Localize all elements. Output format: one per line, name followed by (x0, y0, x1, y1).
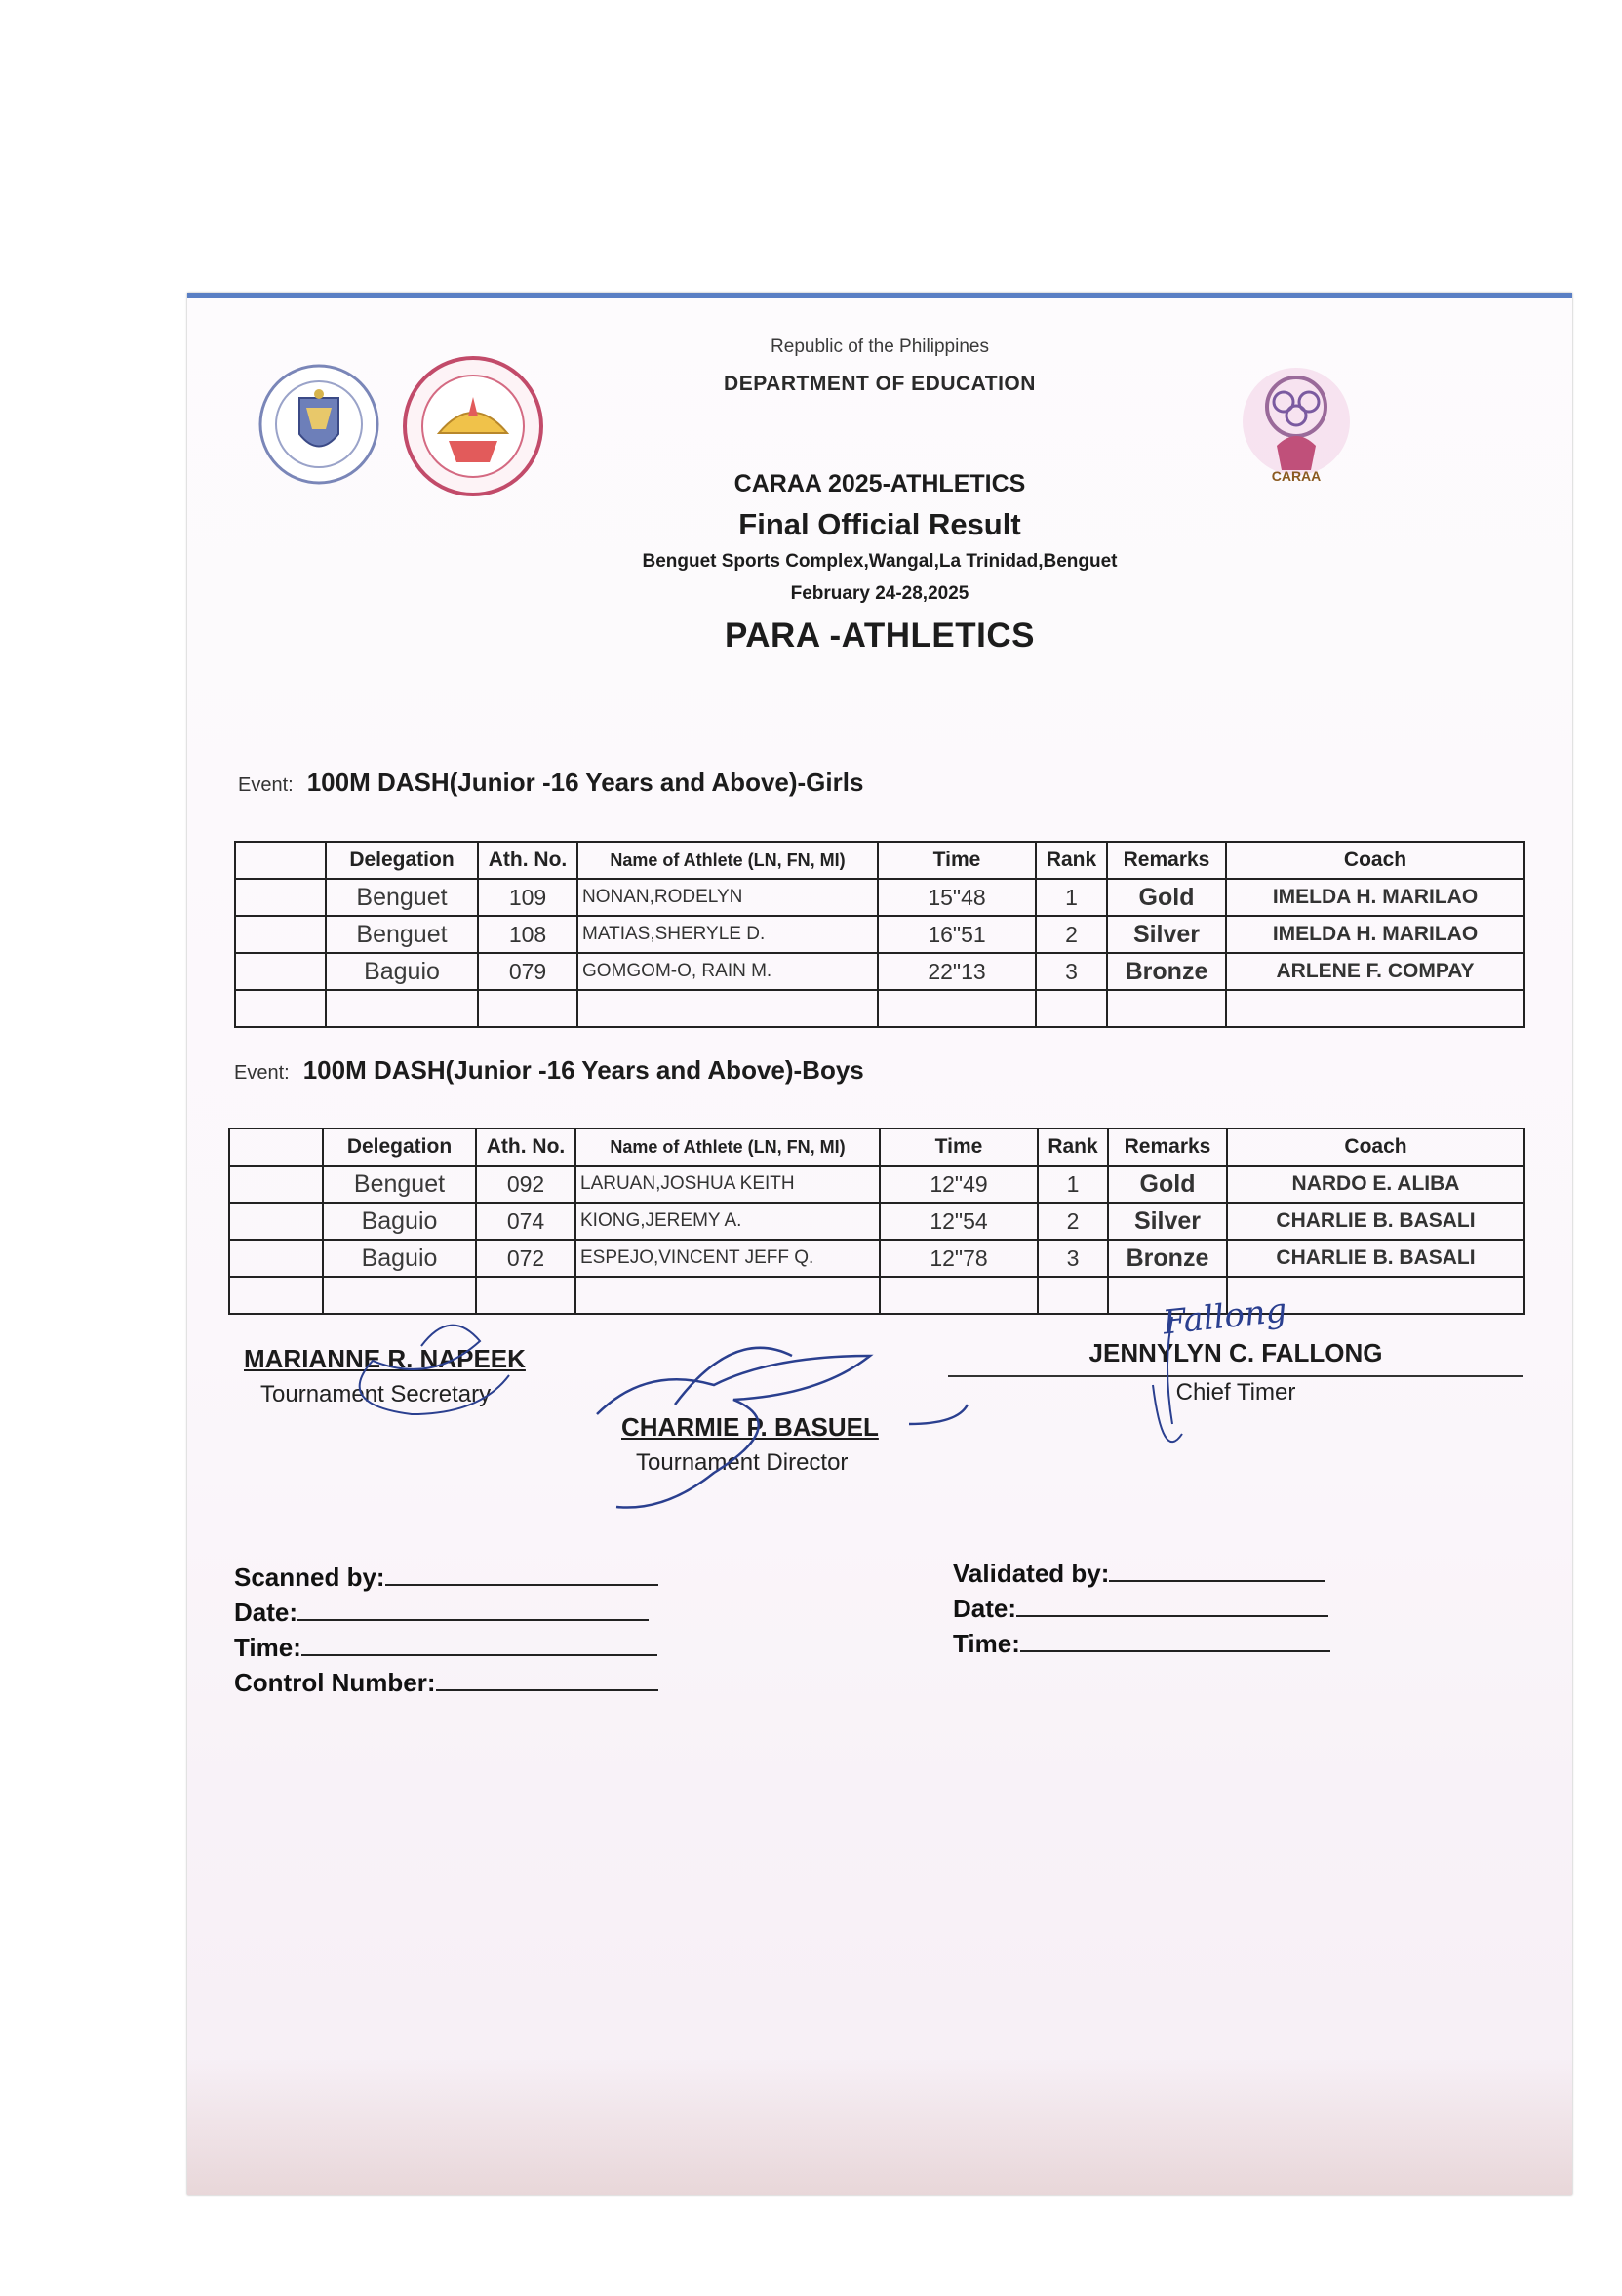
header-time: Time (880, 1128, 1038, 1166)
delegation-cell: Benguet (323, 1166, 476, 1203)
header-remarks: Remarks (1108, 1128, 1227, 1166)
coach-cell: CHARLIE B. BASALI (1227, 1203, 1524, 1240)
event-label: Event: (234, 1062, 290, 1084)
remarks-cell: Gold (1108, 1166, 1227, 1203)
left-time-label: Time: (234, 1633, 301, 1662)
ath-no-cell: 079 (478, 953, 577, 990)
caraa-logo-text: CARAA (1271, 468, 1322, 484)
athlete-name-cell: ESPEJO,VINCENT JEFF Q. (575, 1240, 880, 1277)
delegation-cell: Benguet (326, 879, 478, 916)
time-cell: 12"49 (880, 1166, 1038, 1203)
scanned-by-field (234, 1563, 658, 1593)
time-cell: 12"78 (880, 1240, 1038, 1277)
header-ath-no: Ath. No. (478, 842, 577, 879)
remarks-cell: Bronze (1108, 1240, 1227, 1277)
document-sheet (187, 293, 1572, 2195)
left-time-field (234, 1633, 657, 1663)
left-date-field (234, 1598, 649, 1628)
coach-cell: IMELDA H. MARILAO (1226, 879, 1524, 916)
ath-no-cell: 074 (476, 1203, 575, 1240)
header-rank: Rank (1036, 842, 1107, 879)
secretary-role: Tournament Secretary (260, 1381, 492, 1407)
ath-no-cell: 109 (478, 879, 577, 916)
ath-no-cell: 072 (476, 1240, 575, 1277)
dates-line: February 24-28,2025 (790, 583, 969, 604)
time-cell: 15"48 (878, 879, 1036, 916)
right-time-field (953, 1629, 1330, 1659)
secretary-name: MARIANNE R. NAPEEK (244, 1344, 526, 1373)
right-date-label: Date: (953, 1594, 1017, 1623)
header-delegation: Delegation (326, 842, 478, 879)
signature-strokes (187, 293, 1572, 1658)
republic-line: Republic of the Philippines (771, 336, 989, 357)
delegation-cell: Baguio (323, 1240, 476, 1277)
validated-by-field (953, 1559, 1325, 1589)
header-ath-no: Ath. No. (476, 1128, 575, 1166)
athlete-name-cell: NONAN,RODELYN (577, 879, 878, 916)
rank-cell: 2 (1036, 916, 1107, 953)
rank-cell: 2 (1038, 1203, 1108, 1240)
coach-cell: NARDO E. ALIBA (1227, 1166, 1524, 1203)
department-line: DEPARTMENT OF EDUCATION (724, 373, 1036, 395)
event-name: 100M DASH(Junior -16 Years and Above)-Boys (302, 1055, 864, 1085)
header-name: Name of Athlete (LN, FN, MI) (575, 1128, 880, 1166)
director-name: CHARMIE P. BASUEL (621, 1412, 879, 1442)
coach-cell: IMELDA H. MARILAO (1226, 916, 1524, 953)
delegation-cell: Baguio (323, 1203, 476, 1240)
header-delegation: Delegation (323, 1128, 476, 1166)
header-remarks: Remarks (1107, 842, 1226, 879)
rank-cell: 1 (1036, 879, 1107, 916)
remarks-cell: Silver (1108, 1203, 1227, 1240)
remarks-cell: Bronze (1107, 953, 1226, 990)
time-cell: 16"51 (878, 916, 1036, 953)
right-time-label: Time: (953, 1629, 1020, 1658)
athlete-name-cell: GOMGOM-O, RAIN M. (577, 953, 878, 990)
scanned-by-label: Scanned by: (234, 1563, 385, 1592)
control-number-label: Control Number: (234, 1668, 436, 1697)
event-label: Event: (238, 774, 294, 796)
delegation-cell: Baguio (326, 953, 478, 990)
rank-cell: 1 (1038, 1166, 1108, 1203)
event-name: 100M DASH(Junior -16 Years and Above)-Girls (306, 768, 864, 797)
coach-cell: ARLENE F. COMPAY (1226, 953, 1524, 990)
header-coach: Coach (1227, 1128, 1524, 1166)
venue-line: Benguet Sports Complex,Wangal,La Trinidad,Benguet (642, 551, 1118, 572)
timer-name: JENNYLYN C. FALLONG (1088, 1338, 1383, 1367)
meet-title: CARAA 2025-ATHLETICS (733, 470, 1026, 497)
left-date-label: Date: (234, 1598, 298, 1627)
rank-cell: 3 (1036, 953, 1107, 990)
timer-role: Chief Timer (1175, 1379, 1296, 1405)
coach-cell: CHARLIE B. BASALI (1227, 1240, 1524, 1277)
category-title: PARA -ATHLETICS (725, 616, 1035, 654)
result-title: Final Official Result (738, 507, 1021, 541)
validated-by-label: Validated by: (953, 1559, 1110, 1588)
timer-signature: Fallong (1161, 1290, 1289, 1343)
scan-shadow (187, 2058, 1572, 2195)
time-cell: 22"13 (878, 953, 1036, 990)
header-name: Name of Athlete (LN, FN, MI) (577, 842, 878, 879)
remarks-cell: Silver (1107, 916, 1226, 953)
ath-no-cell: 108 (478, 916, 577, 953)
time-cell: 12"54 (880, 1203, 1038, 1240)
header-coach: Coach (1226, 842, 1524, 879)
header-rank: Rank (1038, 1128, 1108, 1166)
athlete-name-cell: KIONG,JEREMY A. (575, 1203, 880, 1240)
header-time: Time (878, 842, 1036, 879)
director-role: Tournament Director (636, 1449, 849, 1476)
delegation-cell: Benguet (326, 916, 478, 953)
athlete-name-cell: MATIAS,SHERYLE D. (577, 916, 878, 953)
athlete-name-cell: LARUAN,JOSHUA KEITH (575, 1166, 880, 1203)
rank-cell: 3 (1038, 1240, 1108, 1277)
right-date-field (953, 1594, 1328, 1624)
control-number-field (234, 1668, 658, 1698)
remarks-cell: Gold (1107, 879, 1226, 916)
ath-no-cell: 092 (476, 1166, 575, 1203)
